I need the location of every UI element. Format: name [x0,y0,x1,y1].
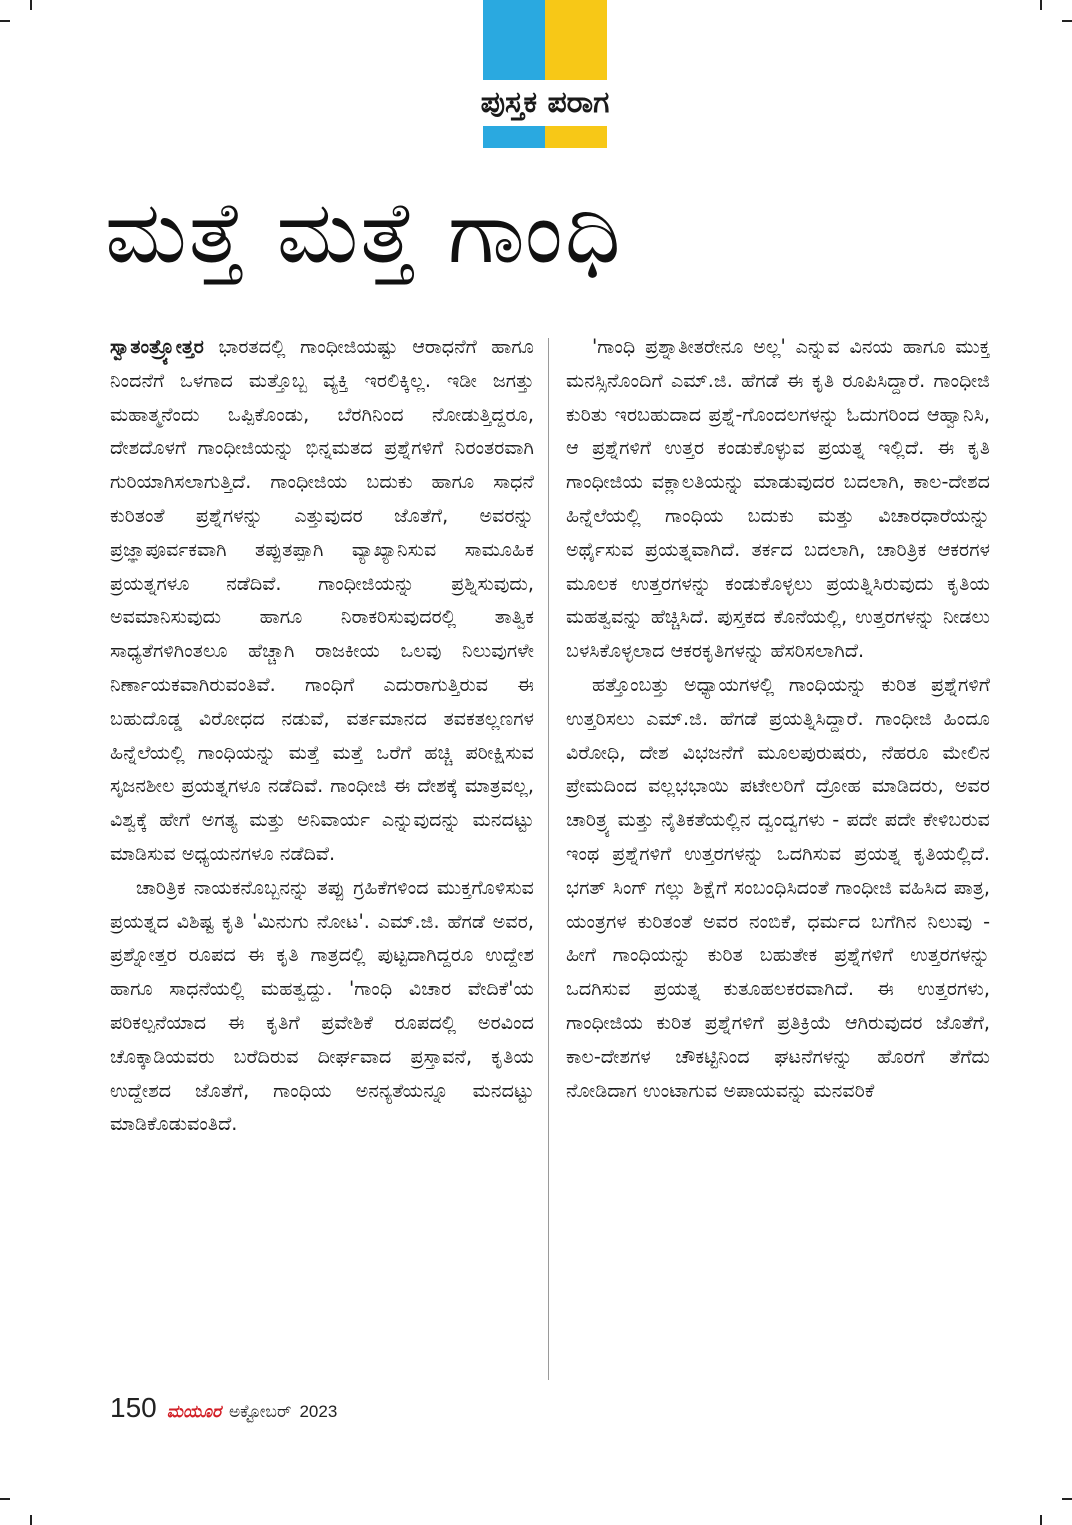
article-paragraph: ಚಾರಿತ್ರಿಕ ನಾಯಕನೊಬ್ಬನನ್ನು ತಪ್ಪು ಗ್ರಹಿಕೆಗಳಿಂದ ಮುಕ್ತಗೊಳಿಸುವ ಪ್ರಯತ್ನದ ವಿಶಿಷ್ಟ ಕೃತಿ 'ಮಿನುಗು ನೋಟ'. ಎಮ್.ಜಿ. ಹೆಗಡೆ ಅವರ, ಪ್ರಶ್ನೋತ್ತರ ರೂಪದ ಈ ಕೃತಿ ಗಾತ್ರದಲ್ಲಿ ಪುಟ್ಟದಾಗಿದ್ದರೂ ಉದ್ದೇಶ ಹಾಗೂ ಸಾಧನೆಯಲ್ಲಿ ಮಹತ್ವದ್ದು. 'ಗಾಂಧಿ ವಿಚಾರ ವೇದಿಕೆ'ಯ ಪರಿಕಲ್ಪನೆಯಾದ ಈ ಕೃತಿಗೆ ಪ್ರವೇಶಿಕೆ ರೂಪದಲ್ಲಿ ಅರವಿಂದ ಚೊಕ್ಕಾಡಿಯವರು ಬರೆದಿರುವ ದೀರ್ಘವಾದ ಪ್ರಸ್ತಾವನೆ, ಕೃತಿಯ ಉದ್ದೇಶದ ಜೊತೆಗೆ, ಗಾಂಧಿಯ ಅನನ್ಯತೆಯನ್ನೂ ಮನದಟ್ಟು ಮಾಡಿಕೊಡುವಂತಿದೆ. [110,875,534,1136]
magazine-logo: ಮಯೂರ [166,1402,221,1422]
article-paragraph: 'ಗಾಂಧಿ ಪ್ರಶ್ನಾತೀತರೇನೂ ಅಲ್ಲ' ಎನ್ನುವ ವಿನಯ ಹಾಗೂ ಮುಕ್ತ ಮನಸ್ಸಿನೊಂದಿಗೆ ಎಮ್.ಜಿ. ಹೆಗಡೆ ಈ ಕೃತಿ ರೂಪಿಸಿದ್ದಾರೆ. ಗಾಂಧೀಜಿ ಕುರಿತು ಇರಬಹುದಾದ ಪ್ರಶ್ನೆ-ಗೊಂದಲಗಳನ್ನು ಓದುಗರಿಂದ ಆಹ್ವಾನಿಸಿ, ಆ ಪ್ರಶ್ನೆಗಳಿಗೆ ಉತ್ತರ ಕಂಡುಕೊಳ್ಳುವ ಪ್ರಯತ್ನ ಇಲ್ಲಿದೆ. ಈ ಕೃತಿ ಗಾಂಧೀಜಿಯ ವಕ್ಲಾಲತಿಯನ್ನು ಮಾಡುವುದರ ಬದಲಾಗಿ, ಕಾಲ-ದೇಶದ ಹಿನ್ನೆಲೆಯಲ್ಲಿ ಗಾಂಧಿಯ ಬದುಕು ಮತ್ತು ವಿಚಾರಧಾರೆಯನ್ನು ಅರ್ಥೈಸುವ ಪ್ರಯತ್ನವಾಗಿದೆ. ತರ್ಕದ ಬದಲಾಗಿ, ಚಾರಿತ್ರಿಕ ಆಕರಗಳ ಮೂಲಕ ಉತ್ತರಗಳನ್ನು ಕಂಡುಕೊಳ್ಳಲು ಪ್ರಯತ್ನಿಸಿರುವುದು ಕೃತಿಯ ಮಹತ್ವವನ್ನು ಹೆಚ್ಚಿಸಿದೆ. ಪುಸ್ತಕದ ಕೊನೆಯಲ್ಲಿ, ಉತ್ತರಗಳನ್ನು ನೀಡಲು ಬಳಸಿಕೊಳ್ಳಲಾದ ಆಕರಕೃತಿಗಳನ್ನು ಹೆಸರಿಸಲಾಗಿದೆ. [566,335,990,663]
article-paragraph-text: ಭಾರತದಲ್ಲಿ ಗಾಂಧೀಜಿಯಷ್ಟು ಆರಾಧನೆಗೆ ಹಾಗೂ ನಿಂದನೆಗೆ ಒಳಗಾದ ಮತ್ತೊಬ್ಬ ವ್ಯಕ್ತಿ ಇರಲಿಕ್ಕಿಲ್ಲ. ಇಡೀ ಜಗತ್ತು ಮಹಾತ್ಮನೆಂದು ಒಪ್ಪಿಕೊಂಡು, ಬೆರಗಿನಿಂದ ನೋಡುತ್ತಿದ್ದರೂ, ದೇಶದೊಳಗೆ ಗಾಂಧೀಜಿಯನ್ನು ಭಿನ್ನಮತದ ಪ್ರಶ್ನೆಗಳಿಗೆ ನಿರಂತರವಾಗಿ ಗುರಿಯಾಗಿಸಲಾಗುತ್ತಿದೆ. ಗಾಂಧೀಜಿಯ ಬದುಕು ಹಾಗೂ ಸಾಧನೆ ಕುರಿತಂತೆ ಪ್ರಶ್ನೆಗಳನ್ನು ಎತ್ತುವುದರ ಜೊತೆಗೆ, ಅವರನ್ನು ಪ್ರಜ್ಞಾಪೂರ್ವಕವಾಗಿ ತಪ್ಪುತಪ್ಪಾಗಿ ವ್ಯಾಖ್ಯಾನಿಸುವ ಸಾಮೂಹಿಕ ಪ್ರಯತ್ನಗಳೂ ನಡೆದಿವೆ. ಗಾಂಧೀಜಿಯನ್ನು ಪ್ರಶ್ನಿಸುವುದು, ಅವಮಾನಿಸುವುದು ಹಾಗೂ ನಿರಾಕರಿಸುವುದರಲ್ಲಿ ತಾತ್ವಿಕ ಸಾಧ್ಯತೆಗಳಿಗಿಂತಲೂ ಹೆಚ್ಚಾಗಿ ರಾಜಕೀಯ ಒಲವು ನಿಲುವುಗಳೇ ನಿರ್ಣಾಯಕವಾಗಿರುವಂತಿವೆ. ಗಾಂಧಿಗೆ ಎದುರಾಗುತ್ತಿರುವ ಈ ಬಹುದೊಡ್ಡ ವಿರೋಧದ ನಡುವೆ, ವರ್ತಮಾನದ ತವಕತಲ್ಲಣಗಳ ಹಿನ್ನೆಲೆಯಲ್ಲಿ ಗಾಂಧಿಯನ್ನು ಮತ್ತೆ ಮತ್ತೆ ಒರೆಗೆ ಹಚ್ಚಿ ಪರೀಕ್ಷಿಸುವ ಸೃಜನಶೀಲ ಪ್ರಯತ್ನಗಳೂ ನಡೆದಿವೆ. ಗಾಂಧೀಜಿ ಈ ದೇಶಕ್ಕೆ ಮಾತ್ರವಲ್ಲ, ವಿಶ್ವಕ್ಕೆ ಹೇಗೆ ಅಗತ್ಯ ಮತ್ತು ಅನಿವಾರ್ಯ ಎನ್ನುವುದನ್ನು ಮನದಟ್ಟು ಮಾಡಿಸುವ ಅಧ್ಯಯನಗಳೂ ನಡೆದಿವೆ. [110,335,534,865]
page-number: 150 [110,1392,157,1423]
article-column-right [566,330,990,1107]
page-footer [110,1392,337,1432]
article-paragraph: ಹತ್ತೊಂಬತ್ತು ಅಧ್ಯಾಯಗಳಲ್ಲಿ ಗಾಂಧಿಯನ್ನು ಕುರಿತ ಪ್ರಶ್ನೆಗಳಿಗೆ ಉತ್ತರಿಸಲು ಎಮ್.ಜಿ. ಹೆಗಡೆ ಪ್ರಯತ್ನಿಸಿದ್ದಾರೆ. ಗಾಂಧೀಜಿ ಹಿಂದೂ ವಿರೋಧಿ, ದೇಶ ವಿಭಜನೆಗೆ ಮೂಲಪುರುಷರು, ನೆಹರೂ ಮೇಲಿನ ಪ್ರೇಮದಿಂದ ವಲ್ಲಭಭಾಯಿ ಪಟೇಲರಿಗೆ ದ್ರೋಹ ಮಾಡಿದರು, ಅವರ ಚಾರಿತ್ರ್ಯ ಮತ್ತು ನೈತಿಕತೆಯಲ್ಲಿನ ದ್ವಂದ್ವಗಳು - ಪದೇ ಪದೇ ಕೇಳಿಬರುವ ಇಂಥ ಪ್ರಶ್ನೆಗಳಿಗೆ ಉತ್ತರಗಳನ್ನು ಒದಗಿಸುವ ಪ್ರಯತ್ನ ಕೃತಿಯಲ್ಲಿದೆ. ಭಗತ್ ಸಿಂಗ್ ಗಲ್ಲು ಶಿಕ್ಷೆಗೆ ಸಂಬಂಧಿಸಿದಂತೆ ಗಾಂಧೀಜಿ ವಹಿಸಿದ ಪಾತ್ರ, ಯಂತ್ರಗಳ ಕುರಿತಂತೆ ಅವರ ನಂಬಿಕೆ, ಧರ್ಮದ ಬಗೆಗಿನ ನಿಲುವು - ಹೀಗೆ ಗಾಂಧಿಯನ್ನು ಕುರಿತ ಬಹುತೇಕ ಪ್ರಶ್ನೆಗಳಿಗೆ ಉತ್ತರಗಳನ್ನು ಒದಗಿಸುವ ಪ್ರಯತ್ನ ಕುತೂಹಲಕರವಾಗಿದೆ. ಈ ಉತ್ತರಗಳು, ಗಾಂಧೀಜಿಯ ಕುರಿತ ಪ್ರಶ್ನೆಗಳಿಗೆ ಪ್ರತಿಕ್ರಿಯೆ ಆಗಿರುವುದರ ಜೊತೆಗೆ, ಕಾಲ-ದೇಶಗಳ ಚೌಕಟ್ಟಿನಿಂದ ಘಟನೆಗಳನ್ನು ಹೊರಗೆ ತೆಗೆದು ನೋಡಿದಾಗ ಉಂಟಾಗುವ ಅಪಾಯವನ್ನು ಮನವರಿಕೆ [566,672,990,1102]
crop-mark [1062,20,1072,22]
article-paragraph [110,330,534,871]
crop-mark [30,1515,32,1525]
crop-mark [30,0,32,10]
crop-mark [0,1498,10,1500]
crop-mark [1062,1498,1072,1500]
article-column-left [110,330,534,1141]
crop-mark [1040,0,1042,10]
column-divider [548,338,549,1380]
crop-mark [0,20,10,22]
crop-mark [1040,1515,1042,1525]
issue-year: 2023 [299,1402,338,1421]
article-title: ಮತ್ತೆ ಮತ್ತೆ ಗಾಂಧಿ [105,183,623,283]
issue-month: ಅಕ್ಟೋಬರ್ [228,1402,292,1422]
article-lead-word: ಸ್ವಾತಂತ್ರ್ಯೋತ್ತರ [110,335,204,358]
section-label: ಪುಸ್ತಕ ಪರಾಗ [440,80,650,126]
